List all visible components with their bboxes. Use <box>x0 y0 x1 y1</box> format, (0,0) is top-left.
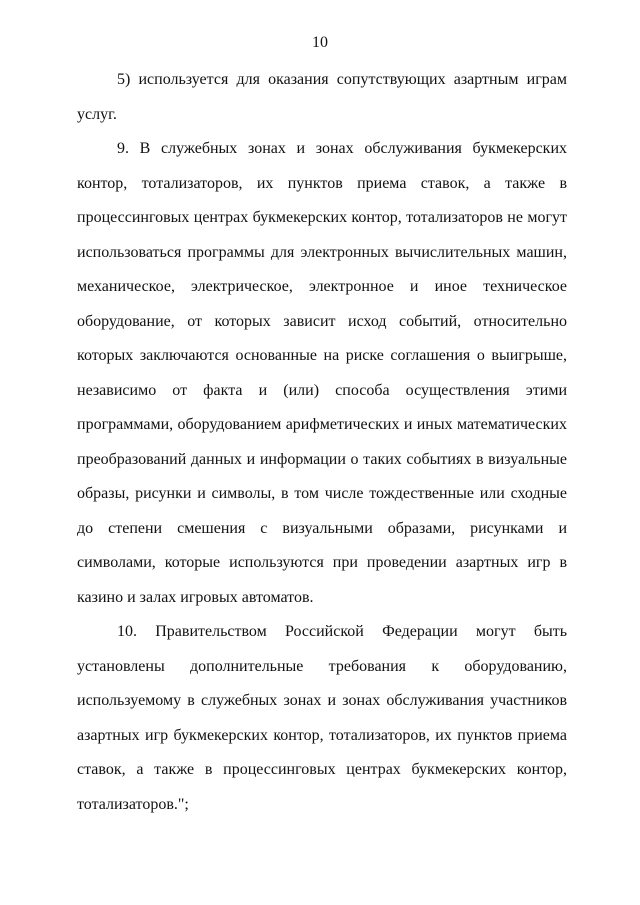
document-body <box>77 63 567 822</box>
paragraph-item-5: 5) используется для оказания сопутствующих азартным играм услуг. <box>77 71 567 123</box>
page-number: 10 <box>312 34 328 51</box>
paragraph-clause-10: 10. Правительством Российской Федерации могут быть установлены дополнительные требования к оборудованию, используемому в служебных зонах и зонах обслуживания участников азартных игр букмекерских контор, тотализаторов, их пунктов приема ставок, а также в процессинговых центрах букмекерских контор, тотализаторов."; <box>77 623 567 813</box>
paragraph-clause-9: 9. В служебных зонах и зонах обслуживания букмекерских контор, тотализаторов, их пунктов приема ставок, а также в процессинговых центрах букмекерских контор, тотализаторов не могут использоваться программы для электронных вычислительных машин, механическое, электрическое, электронное и иное техническое оборудование, от которых зависит исход событий, относительно которых заключаются основанные на риске соглашения о выигрыше, независимо от факта и (или) способа осуществления этими программами, оборудованием арифметических и иных математических преобразований данных и информации о таких событиях в визуальные образы, рисунки и символы, в том числе тождественные или сходные до степени смешения с визуальными образами, рисунками и символами, которые используются при проведении азартных игр в казино и залах игровых автоматов. <box>77 140 567 606</box>
